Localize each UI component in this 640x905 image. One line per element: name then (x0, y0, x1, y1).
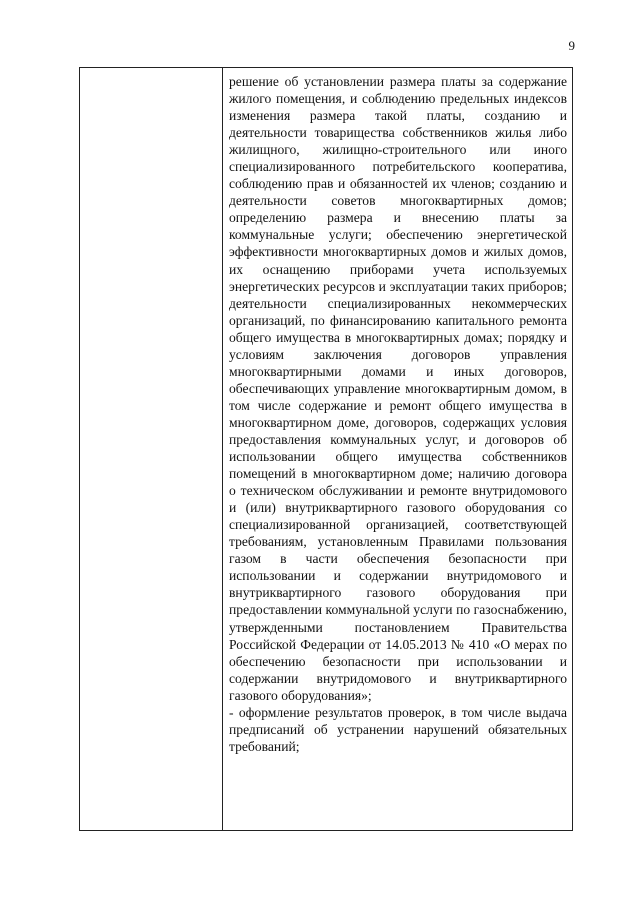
page-number: 9 (568, 38, 575, 53)
document-table (79, 67, 573, 831)
paragraph-main: решение об установлении размера платы за содержание жилого помещения, и соблюдению предельных индексов изменения размера такой платы, созданию и деятельности товарищества собственников жилья либо жилищного, жилищно-строительного или иного специализированного потребительского кооператива, соблюдению прав и обязанностей их членов; созданию и деятельности советов многоквартирных домов; определению размера и внесению платы за коммунальные услуги; обеспечению энергетической эффективности многоквартирных домов и жилых домов, их оснащению приборами учета используемых энергетических ресурсов и эксплуатации таких приборов; деятельности специализированных некоммерческих организаций, по финансированию капитального ремонта общего имущества в многоквартирных домах; порядку и условиям заключения договоров управления многоквартирными домами и иных договоров, обеспечивающих управление многоквартирным домом, в том числе содержание и ремонт общего имущества в многоквартирном доме, договоров, содержащих условия предоставления коммунальных услуг, и договоров об использовании общего имущества собственников помещений в многоквартирном доме; наличию договора о техническом обслуживании и ремонте внутридомового и (или) внутриквартирного газового оборудования со специализированной организацией, соответствующей требованиям, установленным Правилами пользования газом в части обеспечения безопасности при использовании и содержании внутридомового и внутриквартирного газового оборудования при предоставлении коммунальной услуги по газоснабжению, утвержденными постановлением Правительства Российской Федерации от 14.05.2013 № 410 «О мерах по обеспечению безопасности при использовании и содержании внутридомового и внутриквартирного газового оборудования»; (229, 74, 567, 703)
cell-text (229, 73, 567, 755)
table-left-cell (80, 68, 223, 830)
paragraph-inspection-results: - оформление результатов проверок, в том числе выдача предписаний об устранении нарушений обязательных требований; (229, 704, 567, 754)
table-right-cell (223, 68, 574, 830)
